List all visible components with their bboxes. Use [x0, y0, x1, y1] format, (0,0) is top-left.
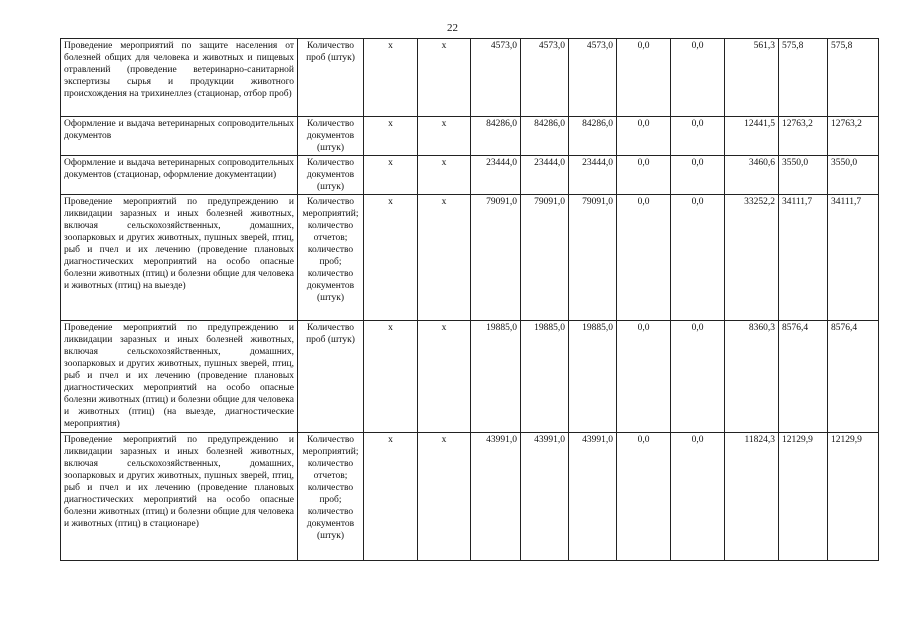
payment-year-1: 11824,3: [725, 433, 779, 561]
payment-year-3: 12129,9: [828, 433, 879, 561]
cell-x-2: х: [418, 117, 471, 156]
volume-year-3: 4573,0: [569, 39, 617, 117]
table-row: [61, 195, 879, 321]
volume-year-3: 23444,0: [569, 156, 617, 195]
unit-of-measure: Количество документов (штук): [298, 156, 364, 195]
payment-year-3: 3550,0: [828, 156, 879, 195]
table-row: [61, 117, 879, 156]
unit-of-measure: Количество мероприятий; количество отчетов; количество проб; количество документов (штук): [298, 433, 364, 561]
zero-value-2: 0,0: [671, 321, 725, 433]
cell-x-2: х: [418, 321, 471, 433]
zero-value-2: 0,0: [671, 195, 725, 321]
payment-year-3: 34111,7: [828, 195, 879, 321]
services-table: [60, 38, 879, 561]
table-row: [61, 39, 879, 117]
volume-year-2: 79091,0: [521, 195, 569, 321]
zero-value-2: 0,0: [671, 433, 725, 561]
table-row: [61, 433, 879, 561]
volume-year-3: 84286,0: [569, 117, 617, 156]
cell-x-2: х: [418, 156, 471, 195]
page-number: 22: [447, 22, 458, 34]
service-description: Проведение мероприятий по предупреждению и ликвидации заразных и иных болезней животных, включая сельскохозяйственных, домашних, зоопарковых и других животных, пушных зверей, птиц, рыб и пчел и их лечению (проведение плановых диагностических мероприятий на особо опасные болезни животных (птиц) и болезни общие для человека и животных (птиц) в стационаре): [61, 433, 298, 561]
payment-year-2: 3550,0: [779, 156, 828, 195]
cell-x-1: х: [364, 117, 418, 156]
volume-year-1: 23444,0: [471, 156, 521, 195]
volume-year-1: 43991,0: [471, 433, 521, 561]
table-row: [61, 321, 879, 433]
service-description: Проведение мероприятий по предупреждению и ликвидации заразных и иных болезней животных, включая сельскохозяйственных, домашних, зоопарковых и других животных, пушных зверей, птиц, рыб и пчел и их лечению (проведение плановых диагностических мероприятий на особо опасные болезни животных (птиц) и болезни общие для человека и животных (птиц) на выезде): [61, 195, 298, 321]
volume-year-1: 84286,0: [471, 117, 521, 156]
zero-value-1: 0,0: [617, 156, 671, 195]
cell-x-1: х: [364, 321, 418, 433]
payment-year-3: 8576,4: [828, 321, 879, 433]
cell-x-1: х: [364, 433, 418, 561]
zero-value-1: 0,0: [617, 117, 671, 156]
payment-year-1: 33252,2: [725, 195, 779, 321]
volume-year-2: 23444,0: [521, 156, 569, 195]
payment-year-3: 12763,2: [828, 117, 879, 156]
volume-year-2: 43991,0: [521, 433, 569, 561]
cell-x-2: х: [418, 433, 471, 561]
cell-x-1: х: [364, 39, 418, 117]
table-body: [61, 39, 879, 561]
service-description: Проведение мероприятий по предупреждению и ликвидации заразных и иных болезней животных, включая сельскохозяйственных, домашних, зоопарковых и других животных, пушных зверей, птиц, рыб и пчел и их лечению (проведение плановых диагностических мероприятий на особо опасные болезни животных (птиц) и болезни общие для человека и животных (птиц) (на выезде, диагностические мероприятия): [61, 321, 298, 433]
volume-year-1: 19885,0: [471, 321, 521, 433]
cell-x-1: х: [364, 156, 418, 195]
payment-year-2: 575,8: [779, 39, 828, 117]
zero-value-2: 0,0: [671, 156, 725, 195]
payment-year-1: 12441,5: [725, 117, 779, 156]
cell-x-1: х: [364, 195, 418, 321]
zero-value-1: 0,0: [617, 195, 671, 321]
zero-value-1: 0,0: [617, 433, 671, 561]
zero-value-1: 0,0: [617, 321, 671, 433]
zero-value-2: 0,0: [671, 39, 725, 117]
table-row: [61, 156, 879, 195]
volume-year-3: 43991,0: [569, 433, 617, 561]
volume-year-2: 4573,0: [521, 39, 569, 117]
unit-of-measure: Количество проб (штук): [298, 321, 364, 433]
unit-of-measure: Количество проб (штук): [298, 39, 364, 117]
payment-year-2: 8576,4: [779, 321, 828, 433]
cell-x-2: х: [418, 195, 471, 321]
payment-year-2: 12129,9: [779, 433, 828, 561]
payment-year-1: 561,3: [725, 39, 779, 117]
volume-year-1: 4573,0: [471, 39, 521, 117]
payment-year-1: 3460,6: [725, 156, 779, 195]
zero-value-2: 0,0: [671, 117, 725, 156]
service-description: Оформление и выдача ветеринарных сопроводительных документов (стационар, оформление документации): [61, 156, 298, 195]
unit-of-measure: Количество мероприятий; количество отчетов; количество проб; количество документов (штук): [298, 195, 364, 321]
volume-year-2: 84286,0: [521, 117, 569, 156]
volume-year-1: 79091,0: [471, 195, 521, 321]
volume-year-3: 79091,0: [569, 195, 617, 321]
payment-year-2: 12763,2: [779, 117, 828, 156]
payment-year-3: 575,8: [828, 39, 879, 117]
service-description: Проведение мероприятий по защите населения от болезней общих для человека и животных и пищевых отравлений (проведение ветеринарно-санитарной экспертизы сырья и продукции животного происхождения на трихинеллез (стационар, отбор проб): [61, 39, 298, 117]
zero-value-1: 0,0: [617, 39, 671, 117]
volume-year-3: 19885,0: [569, 321, 617, 433]
payment-year-1: 8360,3: [725, 321, 779, 433]
unit-of-measure: Количество документов (штук): [298, 117, 364, 156]
payment-year-2: 34111,7: [779, 195, 828, 321]
cell-x-2: х: [418, 39, 471, 117]
service-description: Оформление и выдача ветеринарных сопроводительных документов: [61, 117, 298, 156]
volume-year-2: 19885,0: [521, 321, 569, 433]
